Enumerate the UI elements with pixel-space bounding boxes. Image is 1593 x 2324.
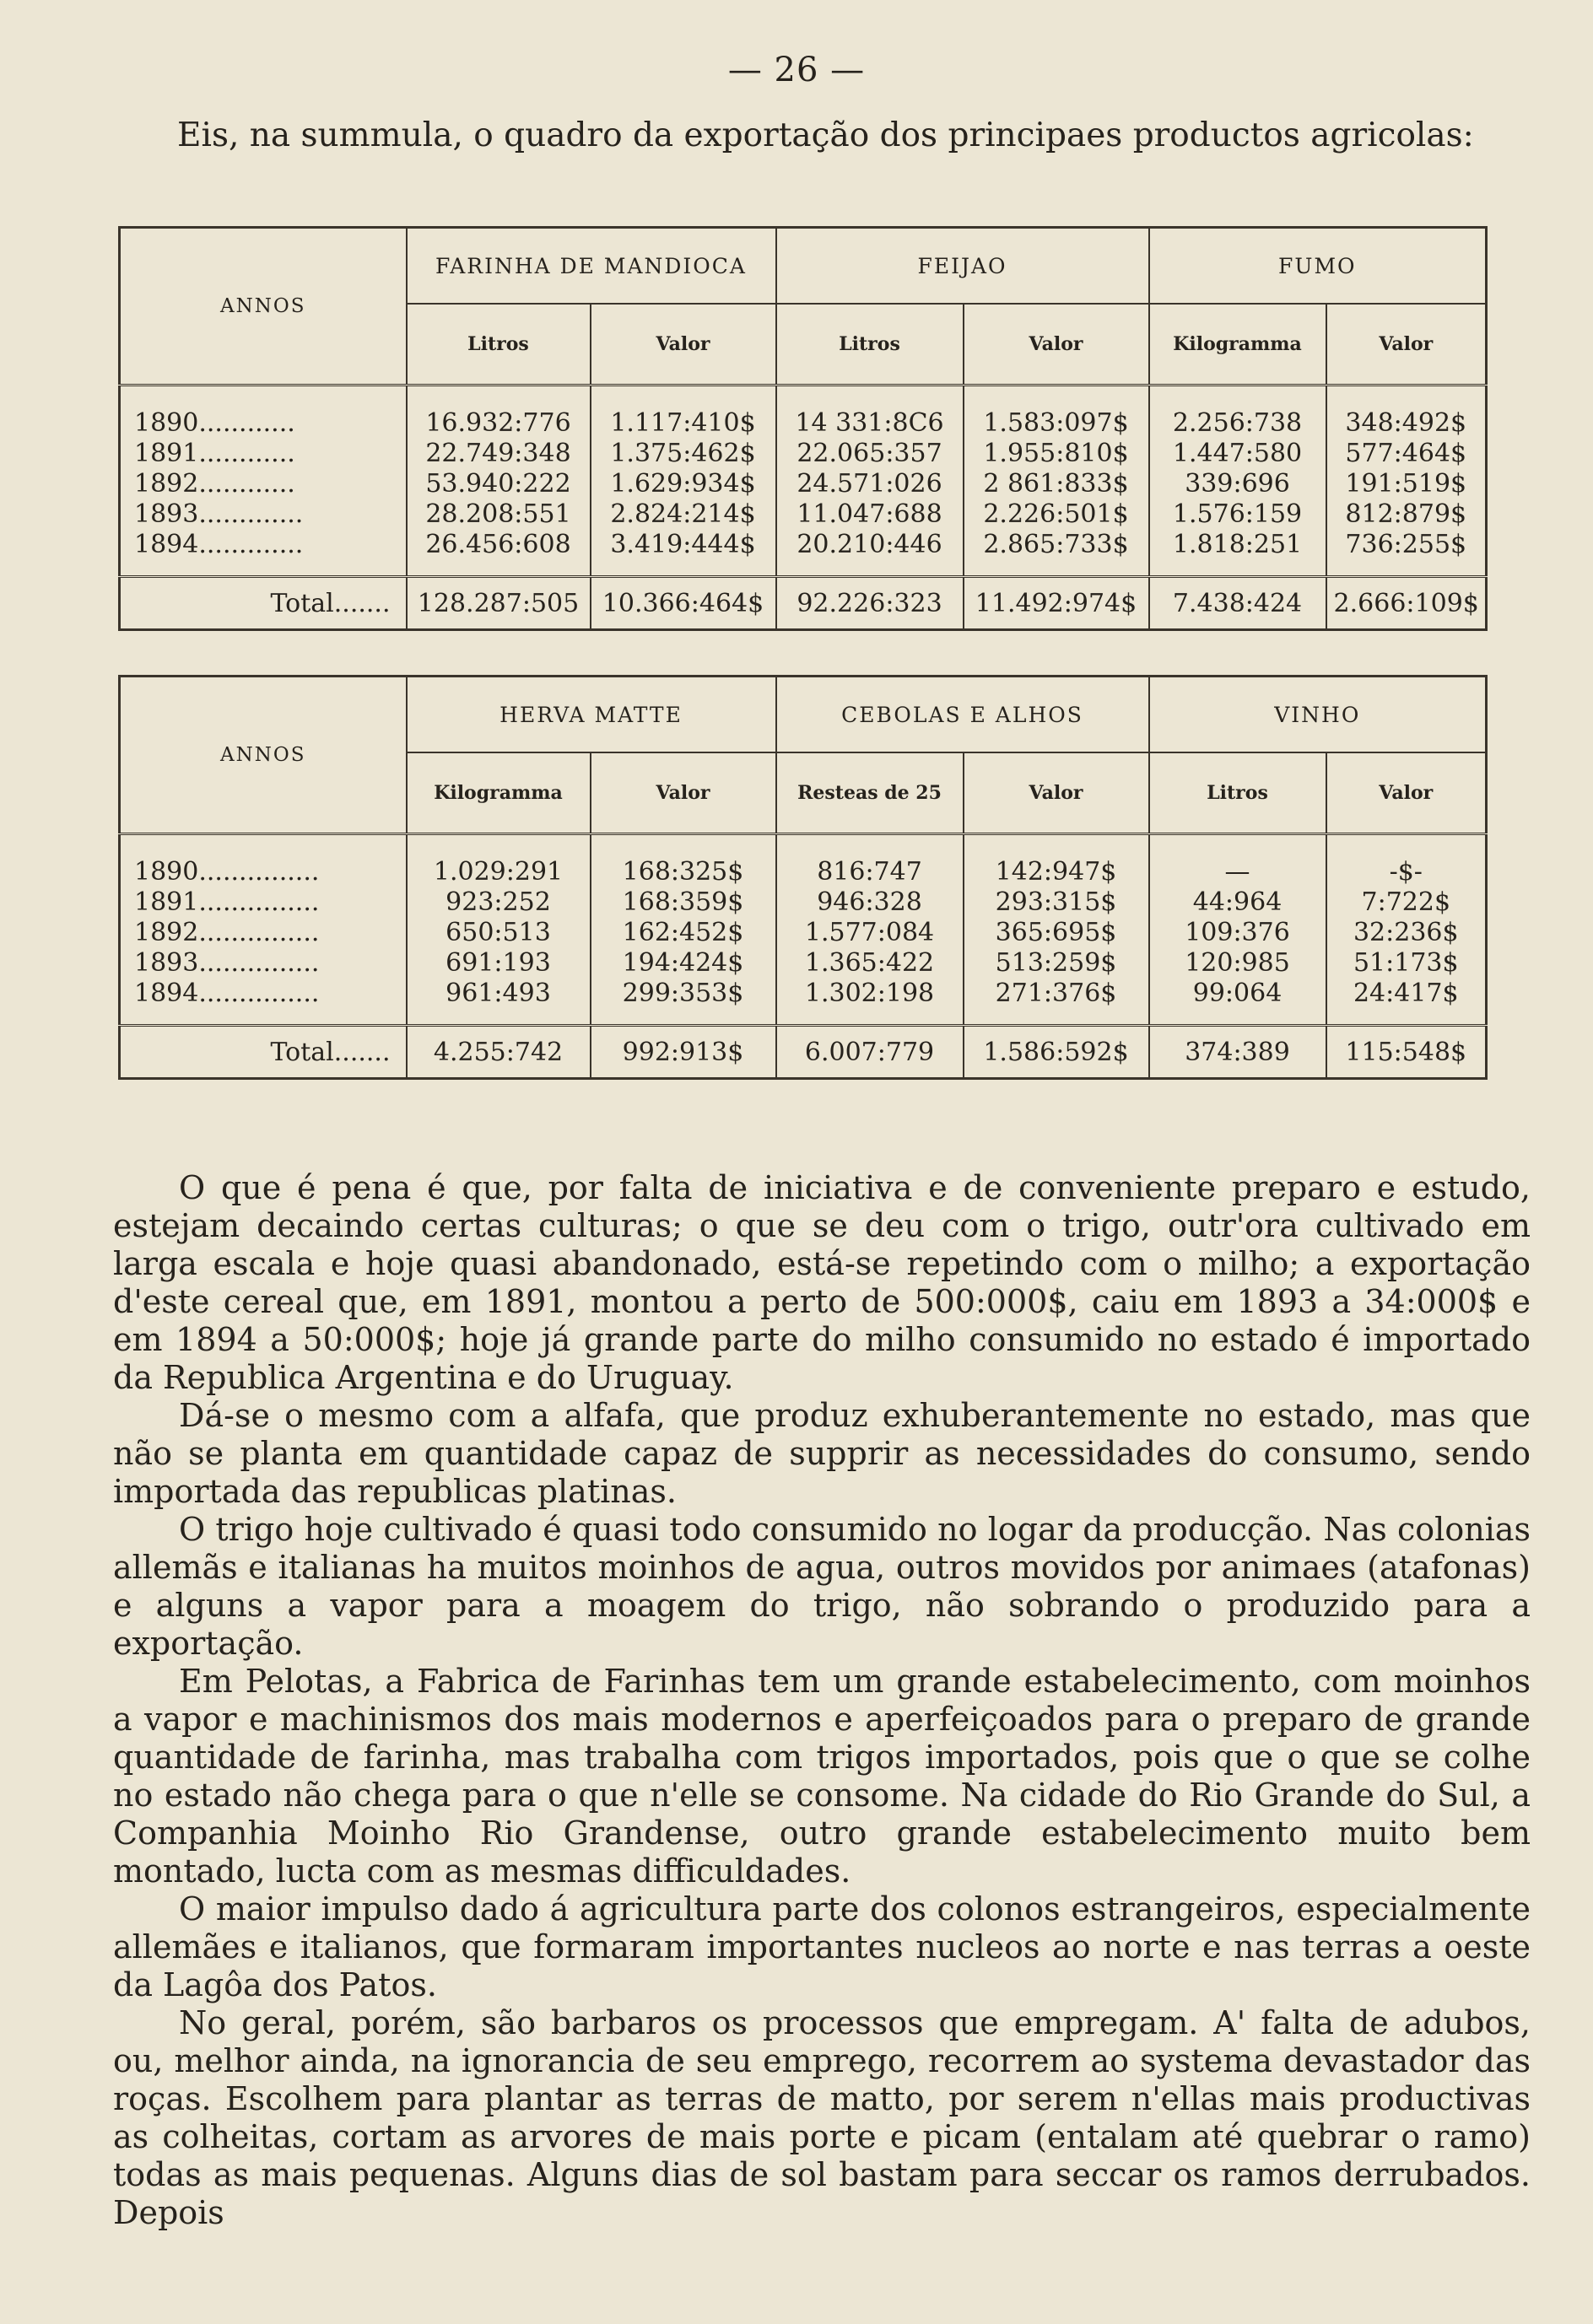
value-cell: 191:519$ (1326, 469, 1487, 499)
value-cell: 2.865:733$ (964, 530, 1149, 577)
value-cell: 946:328 (776, 887, 964, 918)
column-header: Resteas de 25 (776, 752, 964, 834)
value-cell: 22.749:348 (407, 439, 591, 469)
value-cell: 348:492$ (1326, 386, 1487, 439)
page-number: — 26 — (727, 51, 866, 89)
value-cell: 168:359$ (591, 887, 776, 918)
paragraph: O maior impulso dado á agricultura parte dos colonos estrangeiros, especialmente allemães e italianos, que formaram importantes nucleos ao norte e nas terras a oeste da Lagôa dos Patos. (113, 1890, 1531, 2003)
column-header: Litros (776, 304, 964, 386)
table-row (120, 439, 1487, 469)
column-header: Litros (1149, 752, 1326, 834)
annos-header: ANNOS (120, 228, 407, 386)
group-header: FARINHA DE MANDIOCA (407, 228, 776, 305)
year-cell: 1891............... (134, 887, 320, 917)
group-header: CEBOLAS E ALHOS (776, 677, 1149, 753)
table-row (120, 386, 1487, 439)
total-cell: 2.666:109$ (1326, 577, 1487, 630)
column-header: Litros (407, 304, 591, 386)
year-cell: 1890............... (134, 857, 320, 887)
value-cell: 293:315$ (964, 887, 1149, 918)
value-cell: 577:464$ (1326, 439, 1487, 469)
total-row (120, 1026, 1487, 1079)
total-cell: 7.438:424 (1149, 577, 1326, 630)
table-row (120, 469, 1487, 499)
total-cell: 128.287:505 (407, 577, 591, 630)
value-cell: 1.365:422 (776, 948, 964, 979)
value-cell: 812:879$ (1326, 499, 1487, 530)
group-header: FUMO (1149, 228, 1487, 305)
value-cell: 53.940:222 (407, 469, 591, 499)
export-table-2 (118, 675, 1488, 1080)
value-cell: 24:417$ (1326, 979, 1487, 1026)
value-cell: 736:255$ (1326, 530, 1487, 577)
value-cell: 1.447:580 (1149, 439, 1326, 469)
group-header: HERVA MATTE (407, 677, 776, 753)
table-row (120, 887, 1487, 918)
column-header: Valor (1326, 752, 1487, 834)
value-cell: 923:252 (407, 887, 591, 918)
value-cell: 1.577:084 (776, 918, 964, 948)
value-cell: 650:513 (407, 918, 591, 948)
value-cell: 3.419:444$ (591, 530, 776, 577)
total-cell: 1.586:592$ (964, 1026, 1149, 1079)
column-header: Kilogramma (1149, 304, 1326, 386)
value-cell: 299:353$ (591, 979, 776, 1026)
year-cell: 1892............... (134, 918, 320, 947)
paragraph: Em Pelotas, a Fabrica de Farinhas tem um grande estabelecimento, com moinhos a vapor e machinismos dos mais modernos e aperfeiçoados para o preparo de grande quantidade de farinha, mas trabalha com trigos importados, pois que o que se colhe no estado não chega para o que n'elle se consome. Na cidade do Rio Grande do Sul, a Companhia Moinho Rio Grandense, outro grande estabelecimento muito bem montado, lucta com as mesmas difficuldades. (113, 1663, 1531, 1890)
value-cell: 14 331:8C6 (776, 386, 964, 439)
total-cell: 115:548$ (1326, 1026, 1487, 1079)
year-cell: 1894............. (134, 530, 304, 559)
value-cell: 20.210:446 (776, 530, 964, 577)
value-cell: 44:964 (1149, 887, 1326, 918)
total-cell: 374:389 (1149, 1026, 1326, 1079)
value-cell: 961:493 (407, 979, 591, 1026)
group-header: VINHO (1149, 677, 1487, 753)
year-cell: 1890............ (134, 408, 295, 438)
total-cell: 92.226:323 (776, 577, 964, 630)
value-cell: 1.818:251 (1149, 530, 1326, 577)
column-header: Valor (964, 752, 1149, 834)
total-cell: 11.492:974$ (964, 577, 1149, 630)
export-table-1 (118, 226, 1488, 631)
total-cell: 4.255:742 (407, 1026, 591, 1079)
paragraph: No geral, porém, são barbaros os processos que empregam. A' falta de adubos, ou, melhor ainda, na ignorancia de seu emprego, recorrem ao systema devastador das roças. Escolhem para plantar as terras de matto, por serem n'ellas mais productivas as colheitas, cortam as arvores de mais porte e picam (entalam até quebrar o ramo) todas as mais pequenas. Alguns dias de sol bastam para seccar os ramos derrubados. Depois (113, 2004, 1531, 2231)
year-cell: 1891............ (134, 439, 295, 468)
value-cell: 1.629:934$ (591, 469, 776, 499)
value-cell: 1.029:291 (407, 834, 591, 888)
year-cell: 1893............. (134, 499, 304, 529)
value-cell: 99:064 (1149, 979, 1326, 1026)
table-row (120, 948, 1487, 979)
value-cell: 1.583:097$ (964, 386, 1149, 439)
column-header: Valor (1326, 304, 1487, 386)
value-cell: 1.955:810$ (964, 439, 1149, 469)
table-row (120, 918, 1487, 948)
table-row (120, 530, 1487, 577)
value-cell: 120:985 (1149, 948, 1326, 979)
value-cell: 162:452$ (591, 918, 776, 948)
group-header: FEIJAO (776, 228, 1149, 305)
table-row (120, 499, 1487, 530)
value-cell: 1.576:159 (1149, 499, 1326, 530)
year-cell: 1893............... (134, 948, 320, 978)
value-cell: 339:696 (1149, 469, 1326, 499)
paragraph: O trigo hoje cultivado é quasi todo consumido no logar da producção. Nas colonias allemãs e italianas ha muitos moinhos de agua, outros movidos por animaes (atafonas) e alguns a vapor para a moagem do trigo, não sobrando o produzido para a exportação. (113, 1511, 1531, 1662)
value-cell: 51:173$ (1326, 948, 1487, 979)
value-cell: 365:695$ (964, 918, 1149, 948)
value-cell: 2 861:833$ (964, 469, 1149, 499)
value-cell: 816:747 (776, 834, 964, 888)
intro-text: Eis, na summula, o quadro da exportação dos principaes productos agricolas: (177, 116, 1474, 154)
total-cell: 6.007:779 (776, 1026, 964, 1079)
paragraph: Dá-se o mesmo com a alfafa, que produz exhuberantemente no estado, mas que não se planta em quantidade capaz de supprir as necessidades do consumo, sendo importada das republicas platinas. (113, 1397, 1531, 1510)
column-header: Valor (591, 752, 776, 834)
value-cell: 1.302:198 (776, 979, 964, 1026)
year-cell: 1892............ (134, 469, 295, 499)
value-cell: 24.571:026 (776, 469, 964, 499)
value-cell: 26.456:608 (407, 530, 591, 577)
value-cell: — (1149, 834, 1326, 888)
total-cell: 10.366:464$ (591, 577, 776, 630)
year-cell: 1894............... (134, 979, 320, 1008)
value-cell: 22.065:357 (776, 439, 964, 469)
column-header: Valor (964, 304, 1149, 386)
total-label: Total....... (120, 1026, 407, 1079)
table-row (120, 979, 1487, 1026)
body-text (113, 1169, 1531, 2232)
value-cell: -$- (1326, 834, 1487, 888)
column-header: Valor (591, 304, 776, 386)
value-cell: 2.824:214$ (591, 499, 776, 530)
value-cell: 28.208:551 (407, 499, 591, 530)
value-cell: 32:236$ (1326, 918, 1487, 948)
value-cell: 168:325$ (591, 834, 776, 888)
value-cell: 2.226:501$ (964, 499, 1149, 530)
annos-header: ANNOS (120, 677, 407, 834)
total-cell: 992:913$ (591, 1026, 776, 1079)
value-cell: 271:376$ (964, 979, 1149, 1026)
value-cell: 1.117:410$ (591, 386, 776, 439)
value-cell: 16.932:776 (407, 386, 591, 439)
value-cell: 7:722$ (1326, 887, 1487, 918)
value-cell: 194:424$ (591, 948, 776, 979)
total-label: Total....... (120, 577, 407, 630)
value-cell: 513:259$ (964, 948, 1149, 979)
column-header: Kilogramma (407, 752, 591, 834)
value-cell: 2.256:738 (1149, 386, 1326, 439)
total-row (120, 577, 1487, 630)
value-cell: 109:376 (1149, 918, 1326, 948)
value-cell: 142:947$ (964, 834, 1149, 888)
value-cell: 691:193 (407, 948, 591, 979)
value-cell: 11.047:688 (776, 499, 964, 530)
table-row (120, 834, 1487, 888)
paragraph: O que é pena é que, por falta de iniciativa e de conveniente preparo e estudo, estejam decaindo certas culturas; o que se deu com o trigo, outr'ora cultivado em larga escala e hoje quasi abandonado, está-se repetindo com o milho; a exportação d'este cereal que, em 1891, montou a perto de 500:000$, caiu em 1893 a 34:000$ e em 1894 a 50:000$; hoje já grande parte do milho consumido no estado é importado da Republica Argentina e do Uruguay. (113, 1169, 1531, 1396)
value-cell: 1.375:462$ (591, 439, 776, 469)
